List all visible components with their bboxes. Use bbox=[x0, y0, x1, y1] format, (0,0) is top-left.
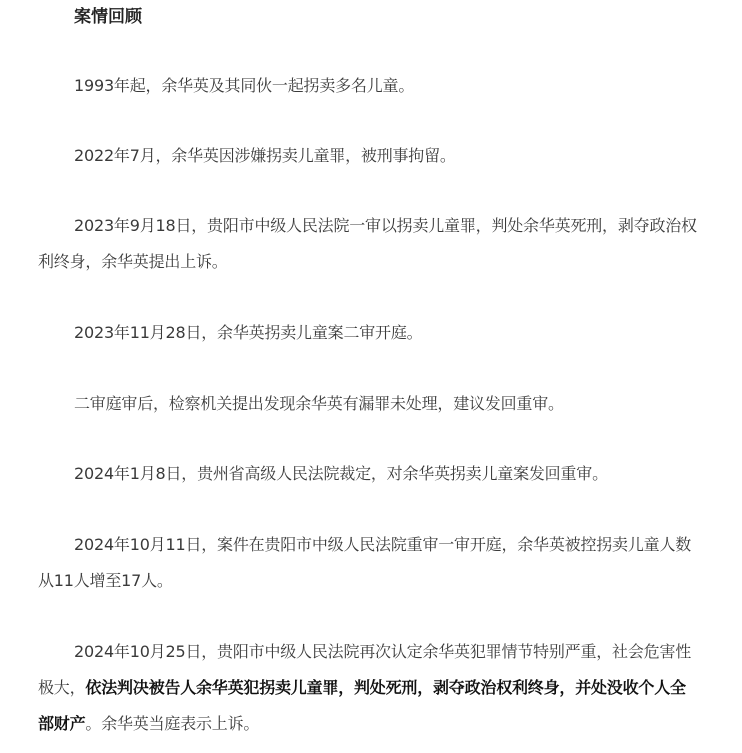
paragraph-2024-10-11: 2024年10月11日，案件在贵阳市中级人民法院重审一审开庭，余华英被控拐卖儿童人数从11人增至17人。 bbox=[38, 535, 692, 590]
paragraph-2024-01-08: 2024年1月8日，贵州省高级人民法院裁定，对余华英拐卖儿童案发回重审。 bbox=[74, 464, 608, 483]
verdict-bold-text: 依法判决被告人余华英犯拐卖儿童罪，判处死刑，剥夺政治权利终身，并处没收个人全部财产 bbox=[38, 678, 686, 733]
verdict-closing-text: 。余华英当庭表示上诉。 bbox=[85, 714, 260, 733]
paragraph-2022-07: 2022年7月，余华英因涉嫌拐卖儿童罪，被刑事拘留。 bbox=[74, 146, 456, 165]
verdict-intro-text: 2024年10月25日，贵阳市中级人民法院再次认定余华英犯罪情节特别严重，社会危害性极大， bbox=[38, 642, 692, 697]
paragraph-retrial-suggestion: 二审庭审后，检察机关提出发现余华英有漏罪未处理，建议发回重审。 bbox=[74, 394, 564, 413]
paragraph-2024-10-25 bbox=[38, 634, 700, 742]
section-heading: 案情回顾 bbox=[74, 7, 142, 27]
paragraph-2023-09-18: 2023年9月18日，贵阳市中级人民法院一审以拐卖儿童罪，判处余华英死刑，剥夺政治权利终身，余华英提出上诉。 bbox=[38, 216, 697, 271]
paragraph-2023-11-28: 2023年11月28日，余华英拐卖儿童案二审开庭。 bbox=[74, 323, 423, 342]
paragraph-1993: 1993年起，余华英及其同伙一起拐卖多名儿童。 bbox=[74, 76, 415, 95]
